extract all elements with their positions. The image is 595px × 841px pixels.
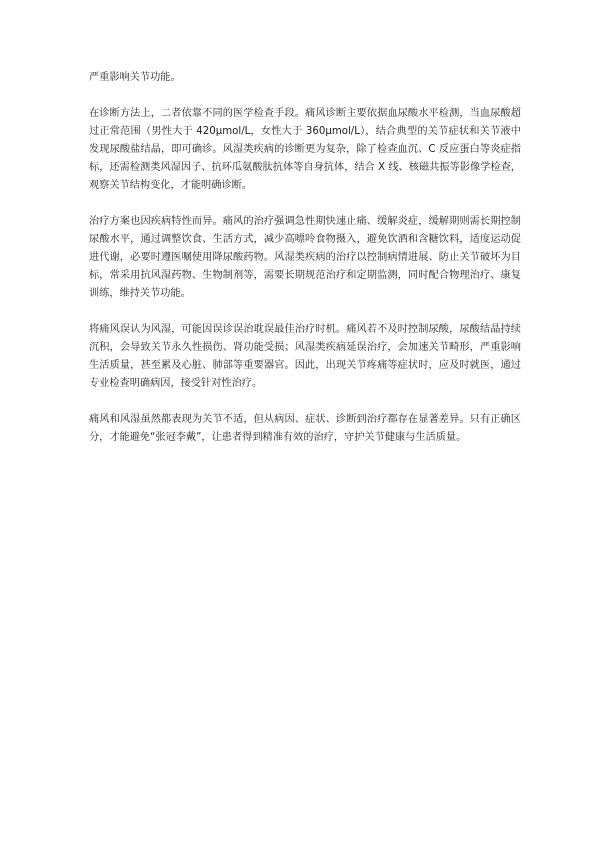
paragraph-treatment: 治疗方案也因疾病特性而异。痛风的治疗强调急性期快速止痛、缓解炎症，缓解期则需长期控制尿酸水平，通过调整饮食、生活方式，减少高嘌呤食物摄入，避免饮酒和含糖饮料，适度运动促进代谢，必要时遵医嘱使用降尿酸药物。风湿类疾病的治疗以控制病情进展、防止关节破坏为目标，常采用抗风湿药物、生物制剂等，需要长期规范治疗和定期监测，同时配合物理治疗、康复训练，维持关节功能。 xyxy=(89,216,521,299)
document-body xyxy=(89,69,521,465)
paragraph-continuation: 严重影响关节功能。 xyxy=(89,72,181,83)
paragraph-conclusion: 痛风和风湿虽然都表现为关节不适，但从病因、症状、诊断到治疗都存在显著差异。只有正确区分，才能避免“张冠李戴”，让患者得到精准有效的治疗，守护关节健康与生活质量。 xyxy=(89,414,521,443)
paragraph-diagnosis: 在诊断方法上，二者依靠不同的医学检查手段。痛风诊断主要依据血尿酸水平检测，当血尿酸超过正常范围（男性大于 420μmol/L，女性大于 360μmol/L），结合典型的关节症状和关节液中发现尿酸盐结晶，即可确诊。风湿类疾病的诊断更为复杂，除了检查血沉、C 反应蛋白等炎症指标，还需检测类风湿因子、抗环瓜氨酸肽抗体等自身抗体，结合 X 线、核磁共振等影像学检查，观察关节结构变化，才能明确诊断。 xyxy=(89,108,521,191)
paragraph-misdiagnosis: 将痛风误认为风湿，可能因误诊误治耽误最佳治疗时机。痛风若不及时控制尿酸，尿酸结晶持续沉积，会导致关节永久性损伤、肾功能受损；风湿类疾病延误治疗，会加速关节畸形，严重影响生活质量，甚至累及心脏、肺部等重要器官。因此，出现关节疼痛等症状时，应及时就医，通过专业检查明确病因，接受针对性治疗。 xyxy=(89,324,521,389)
